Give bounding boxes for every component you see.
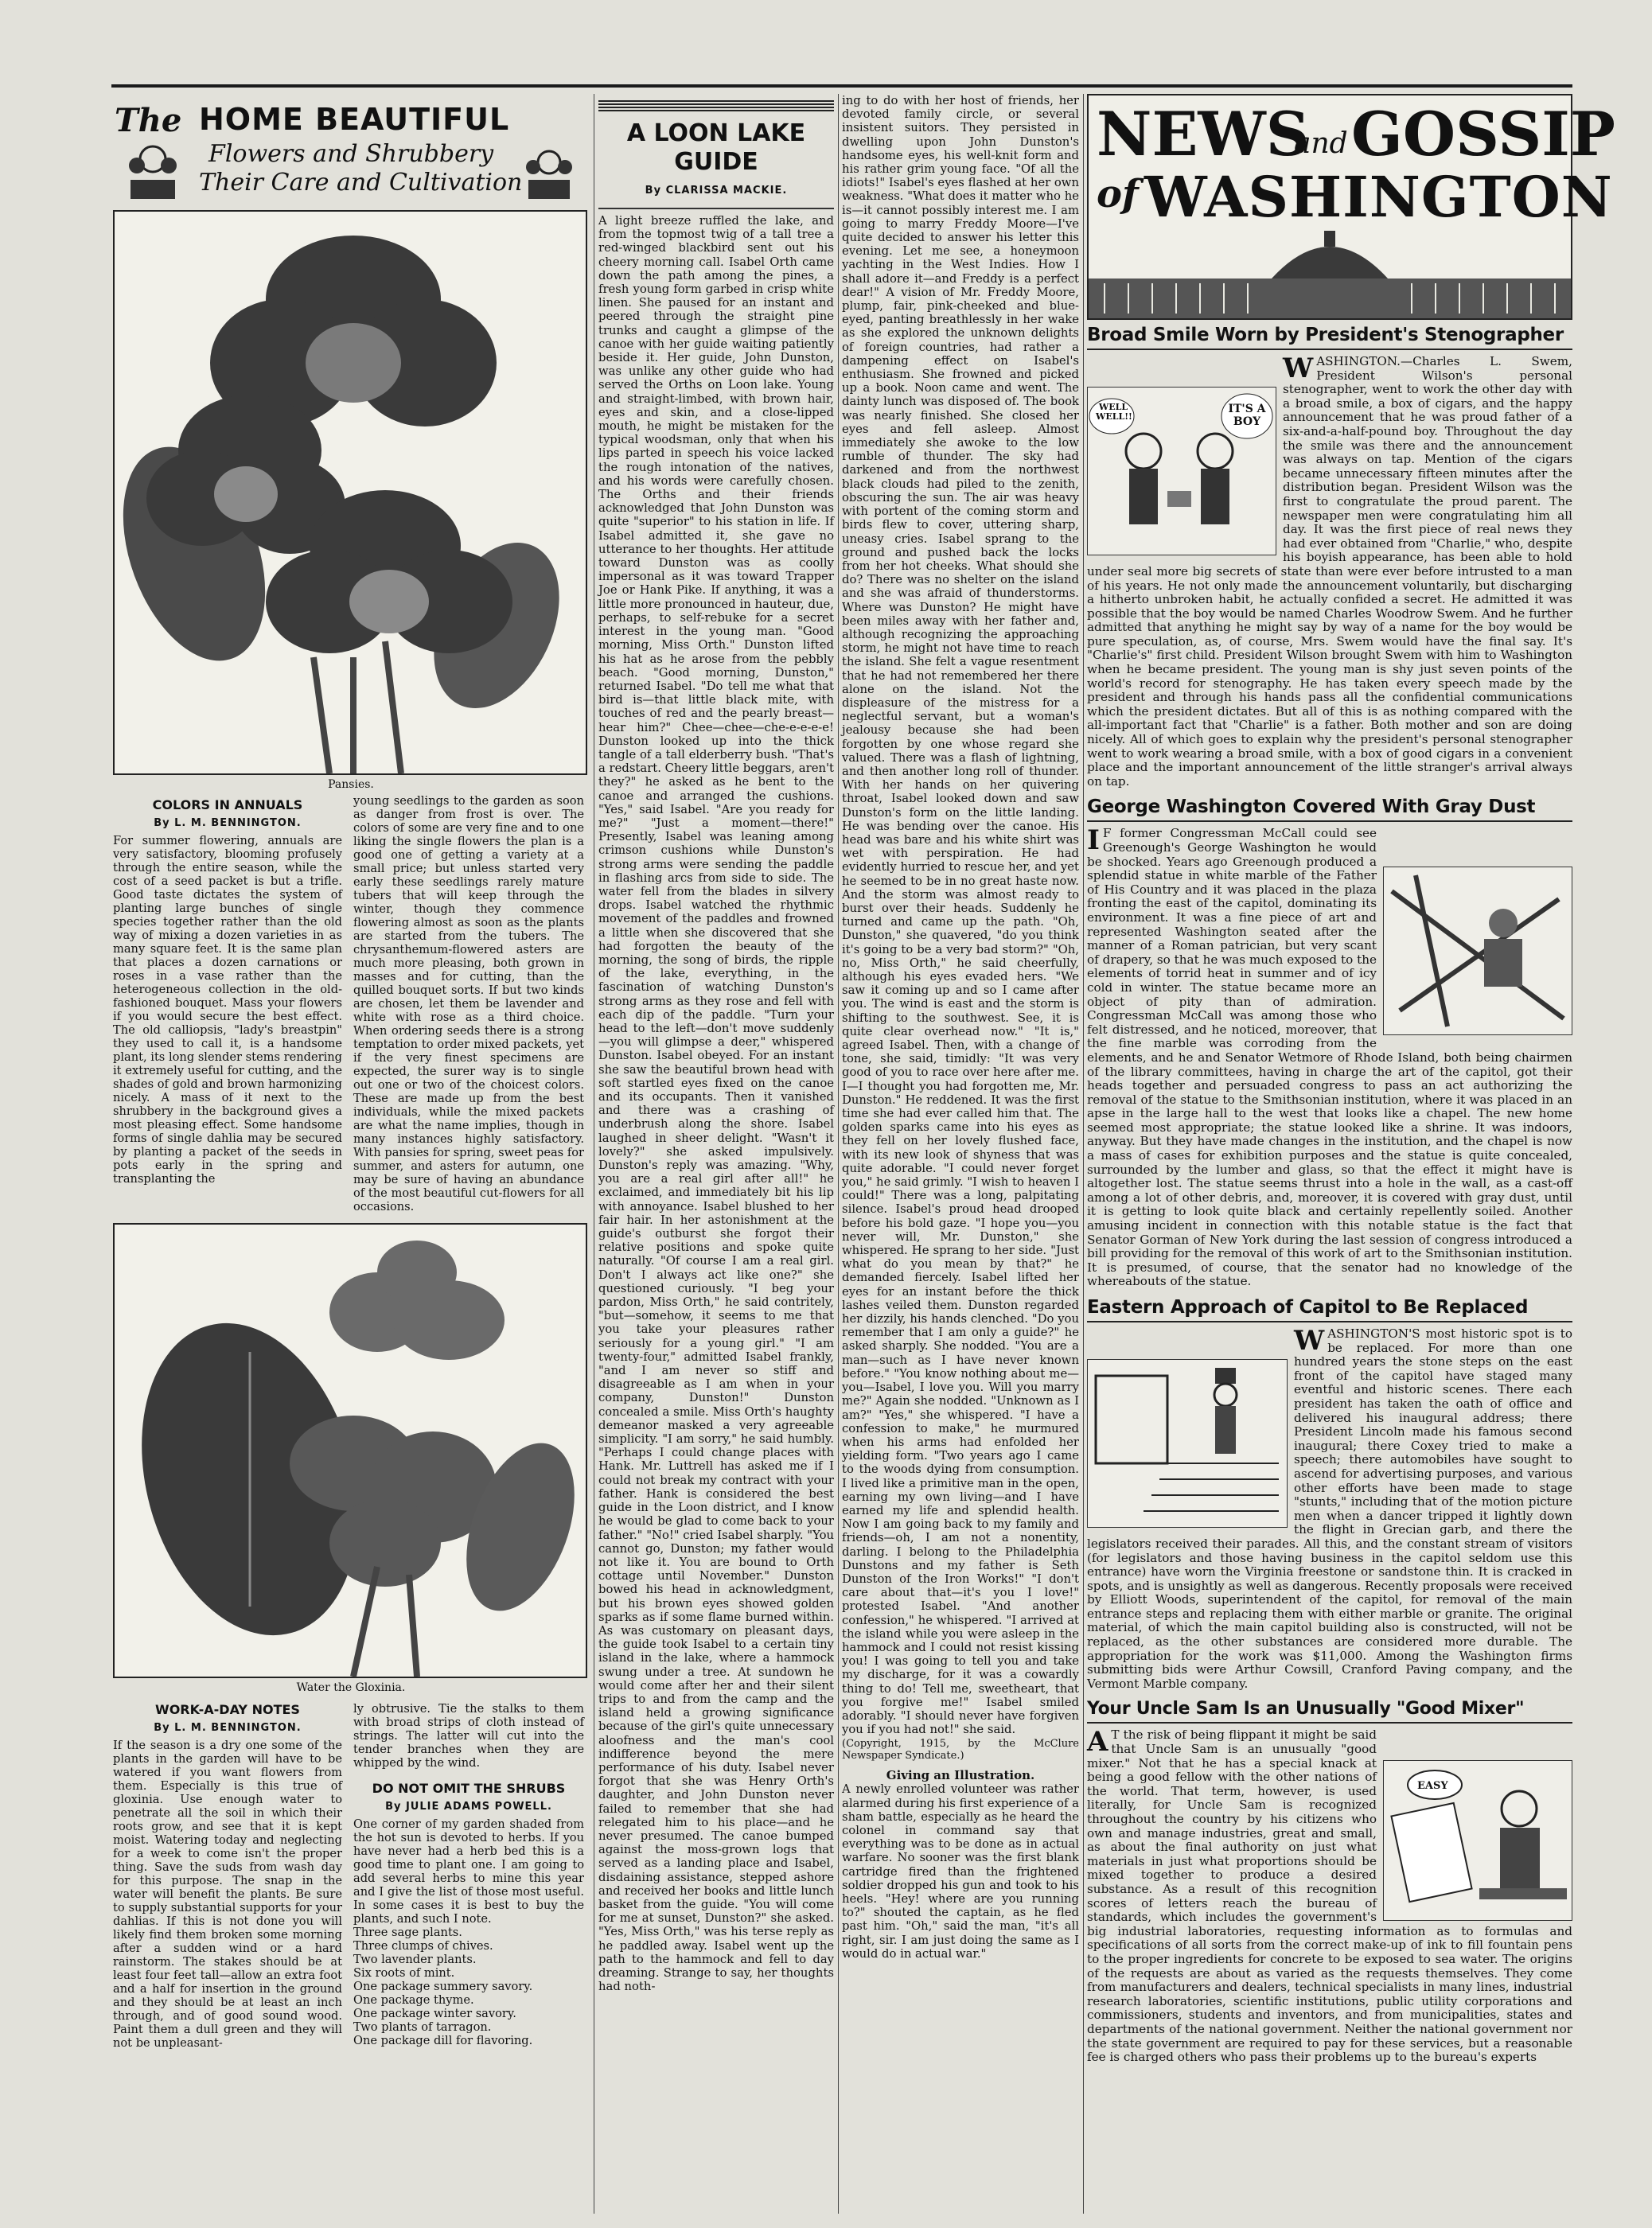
banner-washington: WASHINGTON: [1144, 164, 1613, 230]
easy-sign: EASY: [1417, 1780, 1448, 1793]
work-a-day-headline: WORK-A-DAY NOTES: [155, 1702, 300, 1717]
banner-gossip: GOSSIP: [1351, 99, 1615, 169]
list-item: Six roots of mint.: [353, 1966, 455, 1980]
capitol-article: [1087, 1327, 1572, 1691]
smile-text: ASHINGTON.—Charles L. Swem, President Wilson's personal stenographer, went to work the other day with a broad smile, a box of cigars, and the happy announcement that he was proud father of a six-and-a-half-pound boy. Throughout the day the smile was there and the announcement was always on tap. Mention of the cigars became unnecessary fifteen minutes after the distribution began. President Wilson was the first to congratulate the proud parent. The newspaper men were congratulating him all day. It was the first piece of real news they had ever obtained from "Charlie," who, despite his boyish appearance, has been able to hold under seal more big secrets of state than were ever before intrusted to a man of his years. He not only made the announcement voluntarily, but discharging a hitherto unbroken habit, he actually confided a secret. He admitted it was possible that the boy would be named Charles Woodrow Swem. And he further admitted that anything he might say by way of a name for the boy would be pure speculation, as, of course, Mrs. Swem would have the final say. It's "Charlie's" first child. President Wilson brought Swem with him to Washington when he became president. The young man is shy just seven points of the world's record for stenography. He has taken every speech made by the president and through his hands pass all the confidential communications which the president dictates. But all of this is as nothing compared with the all-important fact that "Charlie" is a father. Both mother and son are doing nicely. All of which goes to explain why the president's personal stenographer went to work wearing a broad smile, with a box of good cigars in a convenient place and the important announcement of the little stranger's arrival always on tap.: [1087, 354, 1572, 789]
banner-subtitle-2: Their Care and Cultivation: [199, 169, 523, 197]
loon-lake-text-1: A light breeze ruffled the lake, and from the topmost twig of a tall tree a red-winged blackbird sent out his cheery morning call. Isabel Orth came down the path among the pines, a fresh young form garbed in crisp white linen. She paused for an instant and peered through the straight pine trunks and caught a glimpse of the canoe with her guide waiting patiently beside it. Her guide, John Dunston, was unlike any other guide who had served the Orths on Loon lake. Young and straight-limbed, with brown hair, eyes and skin, and a close-lipped mouth, he might be mistaken for the typical woodsman, only that when his lips parted in speech his voice lacked the rough intonation of the natives, and his words were carefully chosen. The Orths and their friends acknowledged that John Dunston was quite "superior" to his station in life. If Isabel admitted it, she gave no utterance to her thoughts. Her attitude toward Dunston was as coolly impersonal as it was toward Trapper Joe or Hank Pike. If anything, it was a little more pronounced in hauteur, due, perhaps, to self-rebuke for a secret interest in the young man. "Good morning, Miss Orth." Dunston lifted his hat as he arose from the pebbly beach. "Good morning, Dunston," returned Isabel. "Do tell me what that bird is—that little black mite, with touches of red and the pearly breast—hear him?" Chee—chee—che-e-e-e-e! Dunston looked up into the thick tangle of a tall elderberry bush. "That's a redstart. Cheery little beggars, aren't they?" he asked as he bent to the canoe and arranged the cushions. "Yes," said Isabel. "Are you ready for me?" "Just a moment—there!" Presently, Isabel was leaning among crimson cushions while Dunston's strong arms were sending the paddle in flashing arcs from side to side. The water fell from the blades in silvery drops. Isabel watched the rhythmic movement of the paddles and frowned a little when she discovered that she had forgotten the beauty of the morning, the song of birds, the ripple of the lake, everything, in the fascination of watching Dunston's strong arms as they rose and fell with each dip of the paddle. "Turn your head to the left—don't move suddenly—you will glimpse a deer," whispered Dunston. Isabel obeyed. For an instant she saw the beautiful brown head with soft startled eyes fixed on the canoe and its occupants. Then it vanished and there was a crashing of underbrush along the shore. Isabel laughed in sheer delight. "Wasn't it lovely?" she asked impulsively. Dunston's reply was amazing. "Why, you are a real girl after all!" he exclaimed, and immediately bit his lip with annoyance. Isabel blushed to her fair hair. In her astonishment at the guide's outburst she forgot their relative positions and spoke quite naturally. "Of course I am a real girl. Don't I always act like one?" she questioned curiously. "I beg your pardon, Miss Orth," he said contritely, "but—somehow, it seems to me that you take your pleasures rather seriously for a young girl." "I am twenty-four," admitted Isabel frankly, "and I am never so stiff and disagreeable as I am when in your company, Dunston!" Dunston concealed a smile. Miss Orth's haughty demeanor masked a very agreeable simplicity. "I am sorry," he said humbly. "Perhaps I could change places with Hank. Mr. Luttrell has asked me if I could not break my contract with your father. Hank is considered the best guide in the Loon district, and I know he would be glad to come back to your father." "No!" cried Isabel sharply. "You cannot go, Dunston; my father would not like it. You are bound to Orth cottage until November." Dunston bowed his head in acknowledgment, but his brown eyes showed golden sparks as if some flame burned within. As was customary on pleasant days, the guide took Isabel to a certain tiny island in the lake, where a hammock swung under a tree. At sundown he would come after her and their silent trips to and from the camp and the island held a growing significance because of the girl's quite unnecessary aloofness and the man's cool indifference beyond the mere performance of his duty. Isabel never forgot that she was Henry Orth's daughter, and John Dunston never failed to remember that she had relegated him to his place—and he never presumed. The canoe bumped against the moss-grown logs that served as a landing place and Isabel, disdaining assistance, stepped ashore and received her books and little lunch basket from the guide. "You will come for me at sunset, Dunston?" she asked. "Yes, Miss Orth," was his terse reply as he paddled away. Isabel went up the path to the hammock and fell to day dreaming. Strange to say, her thoughts had noth-: [598, 214, 835, 1994]
list-item: Two lavender plants.: [353, 1953, 477, 1966]
flower-pot-icon: [511, 146, 587, 202]
list-item: One package winter savory.: [353, 2007, 516, 2020]
column-rule: [1083, 94, 1084, 2214]
banner-title: HOME BEAUTIFUL: [199, 102, 510, 137]
loon-lake-copyright: (Copyright, 1915, by the McClure Newspaper Syndicate.): [842, 1738, 1079, 1763]
banner-of: of: [1097, 172, 1139, 216]
pansies-illustration: [115, 212, 586, 773]
loon-lake-headline: A LOON LAKE GUIDE: [626, 119, 806, 176]
uncle-sam-mixer-icon: [1384, 1761, 1572, 1920]
colors-in-annuals-col1: [113, 794, 342, 1213]
news-gossip-section: [1087, 94, 1615, 2214]
colors-in-annuals-col2: [353, 794, 584, 1213]
smile-article: [1087, 355, 1572, 789]
list-item: One package thyme.: [353, 1993, 474, 2007]
illustration-headline: Giving an Illustration.: [886, 1768, 1035, 1783]
list-item: Two plants of tarragon.: [353, 2020, 492, 2034]
mixer-article: [1087, 1728, 1572, 2064]
top-rule: [111, 84, 1572, 88]
shrubs-byline: By JULIE ADAMS POWELL.: [385, 1801, 552, 1813]
list-item: Three sage plants.: [353, 1926, 462, 1939]
mixer-dropcap: A: [1087, 1726, 1108, 1759]
colors-in-annuals-byline: By L. M. BENNINGTON.: [154, 817, 302, 829]
colors-in-annuals-text-2: young seedlings to the garden as soon as danger from frost is over. The colors of some are very fine and to one liking the single flowers the plan is a good one of getting a variety at a small price; but unless started very early these seedlings rarely mature tubers that will keep through the winter, though they commence flowering almost as soon as the plants are started from the tubers. The chrysanthemum-flowered asters are much more pleasing, both grown in masses and for cutting, than the quilled bouquet sorts. If but two kinds are chosen, let them be lavender and white with rose as a third choice. When ordering seeds there is a strong temptation to order mixed packets, yet if the very finest specimens are expected, the surer way is to single out one or two of the choicest colors. These are made up from the best individuals, while the mixed packets are what the name implies, though in many instances highly satisfactory. With pansies for spring, sweet peas for summer, and asters for autumn, one may be sure of having an abundance of the most beautiful cut-flowers for all occasions.: [353, 794, 584, 1213]
speech-bubble-1: WELL WELL!!: [1096, 401, 1132, 422]
banner-subtitle-1: Flowers and Shrubbery: [208, 140, 494, 168]
capitol-steps-cartoon: [1087, 1359, 1288, 1528]
shrubs-text: One corner of my garden shaded from the hot sun is devoted to herbs. If you have never had a herb bed this is a good time to plant one. I am going to add several herbs to mine this year and I give the list of those most useful. In some cases it is best to buy the plants, and such I note.: [353, 1817, 584, 1926]
colors-in-annuals-headline: COLORS IN ANNUALS: [152, 797, 303, 812]
capitol-text: ASHINGTON'S most historic spot is to be replaced. For more than one hundred years the stone steps on the east front of the capitol have staged many eventful and historic scenes. There each president has taken the oath of office and delivered his inaugural address; there President Lincoln made his famous second inaugural; there Coxey tried to make a speech; there automobiles have sought to ascend for advertising purposes, and various other efforts have been made to stage "stunts," including that of the motion picture men when a dancer tripped it lightly down the flight in Grecian garb, and there the legislators received their parades. All this, and the constant stream of visitors (for legislators and those having business in the capitol seldom use this entrance) have worn the Virginia freestone or sandstone thin. It is cracked in spots, and is unsightly as well as dangerous. Recently proposals were received by Elliott Woods, superintendent of the capitol, for removal of the main entrance steps and replacing them with either marble or granite. The original material, of which the main capitol building also is constructed, will not be replaced, as the other substances are considered more durable. The appropriation for the work was $11,000. Among the Washington firms submitting bids were Arthur Cowsill, Cranford Paving company, and the Vermont Marble company.: [1087, 1326, 1572, 1691]
mixer-headline: Your Uncle Sam Is an Unusually "Good Mixer": [1087, 1699, 1572, 1724]
dust-article: [1087, 824, 1572, 1289]
loon-lake-col-1: [598, 94, 834, 2214]
home-beautiful-section: [113, 94, 589, 2214]
smile-cartoon: [1087, 387, 1276, 555]
work-a-day-byline: By L. M. BENNINGTON.: [154, 1722, 302, 1734]
capitol-headline: Eastern Approach of Capitol to Be Replaced: [1087, 1297, 1572, 1322]
capitol-dropcap: W: [1294, 1325, 1325, 1357]
statue-icon: [1384, 867, 1572, 1034]
pansies-caption: Pansies.: [328, 778, 374, 791]
loon-lake-col-2: [842, 94, 1079, 2214]
banner-news: NEWS: [1097, 99, 1310, 169]
shrubs-headline: DO NOT OMIT THE SHRUBS: [372, 1781, 566, 1796]
colors-in-annuals-text-1: For summer flowering, annuals are very satisfactory, blooming profusely through the entire season, while the cost of a seed packet is but a trifle. Good taste dictates the system of planting large bunches of single species together rather than the old way of mixing a dozen varieties in as many square feet. It is the same plan that places a dozen carnations or roses in a vase rather than the heterogeneous collection in the old-fashioned bouquet. Mass your flowers if you would secure the best effect. The old calliopsis, "lady's breastpin" they used to call it, is a handsome plant, its long slender stems rendering it extremely useful for cutting, and the shades of gold and brown harmonizing nicely. A mass of it next to the shrubbery in the background gives a most pleasing effect. Some handsome forms of single dahlia may be secured by planting a packet of the seeds in pots early in the spring and transplanting the: [113, 834, 342, 1186]
herb-list: [353, 1926, 584, 2047]
gloxinia-caption: Water the Gloxinia.: [296, 1681, 406, 1694]
dust-headline: George Washington Covered With Gray Dust: [1087, 797, 1572, 822]
news-gossip-banner: [1087, 94, 1615, 320]
illustration-text: A newly enrolled volunteer was rather alarmed during his first experience of a sham battle, especially as he heard the colonel in command say that everything was to be done as in actual warfare. No sooner was the first blank cartridge fired than the frightened soldier dropped his gun and took to his heels. "Hey! where are you running to?" shouted the captain, as he fled past him. "Oh," said the man, "it's all right, sir. I am just doing the same as I would do in actual war.": [842, 1782, 1079, 1961]
ornament-rule: [598, 100, 834, 111]
statue-illustration: [1383, 867, 1572, 1035]
loon-lake-byline: By CLARISSA MACKIE.: [645, 185, 788, 197]
banner-the: The: [115, 102, 182, 139]
mixer-text: T the risk of being flippant it might be said that Uncle Sam is an unusually "good mixer." Not that he has a special knack at being a good fellow with the other nations of the world. That term, however, is used literally, for Uncle Sam is recognized throughout the country by his citizens who own and manage industries, great and small, as about the final authority on just what materials in just what proportions should be mixed together to produce a desired substance. As a result of this recognition scores of letters reach the bureau of standards, which includes the government's big industrial laboratories, requesting information as to formulas and specifications of all sorts from the correct make-up of ink to fill fountain pens to the proper ingredients for concrete to be exposed to sea water. The origins of the requests are about as varied as the requests themselves. They come from manufacturers and dealers, technical specialists in many lines, industrial research laboratories, scientific institutions, public utility corporations and commissioners, students and inventors, and from municipalities, states and departments of the national government. Neither the national government nor the state government are required to pay for these services, but a reasonable fee is charged others who pass their problems up to the bureau's experts: [1087, 1727, 1572, 2065]
pansies-image: [113, 210, 587, 775]
dust-text: F former Congressman McCall could see Greenough's George Washington he would be shocked. Years ago Greenough produced a splendid statue in white marble of the Father of His Country and it was placed in the plaza fronting the east of the capitol, dominating its environment. It was a fine piece of art and represented Washington seated after the manner of a Roman patrician, but very scant of drapery, so that he was much exposed to the elements of torrid heat in summer and of icy cold in winter. The statue became more an object of pity than of admiration. Congressman McCall was among those who felt distressed, and he noticed, moreover, that the fine marble was corroding from the elements, and he and Senator Wetmore of Rhode Island, both being chairmen of the library committees, having in charge the art of the capitol, got their heads together and persuaded congress to pass an act authorizing the removal of the statue to the Smithsonian institution, where it was placed in an apse in the large hall to the west that looks like a chapel. The new home seemed most appropriate; the statue looked like a shrine. It was indoors, anyway. But they have made changes in the institution, and the chapel is now a mass of cases for exhibition purposes and the statue is quite concealed, surrounded by the lumber and glass, so that the effect it might have is altogether lost. The statue seems thrust into a hole in the wall, as a cast-off among a lot of other debris, and, moreover, it is covered with gray dust, until it is getting to look quite black and certainly repellently soiled. Another amusing incident in connection with this notable statue is the fact that Senator Gorman of New York during the last session of congress introduced a bill providing for the removal of this work of art to the Smithsonian institution. It is presumed, of course, that the senator had no knowledge of the whereabouts of the statue.: [1087, 826, 1572, 1289]
speech-bubble-2: IT'S A BOY: [1228, 402, 1266, 428]
list-item: Three clumps of chives.: [353, 1939, 493, 1953]
loon-lake-text-2: ing to do with her host of friends, her devoted family circle, or several insistent suitors. They persisted in dwelling upon John Dunston's handsome eyes, his well-knit form and his rather grim young face. "Of all the idiots!" Isabel's eyes flashed at her own weakness. "What does it matter who he is—it cannot possibly interest me. I am going to marry Freddy Moore—I've quite decided to answer his letter this evening. Let me see, a honeymoon yachting in the West Indies. How I shall adore it—and Freddy is a perfect dear!" A vision of Mr. Freddy Moore, plump, fair, pink-cheeked and blue-eyed, panting breathlessly in her wake as she explored the unknown delights of foreign countries, had rather a dampening effect on Isabel's enthusiasm. She frowned and picked up a book. Noon came and went. The dainty lunch was disposed of. The book was nearly finished. She closed her eyes and fell asleep. Almost immediately she awoke to the low rumble of thunder. The sky had darkened and from the northwest black clouds had piled to the zenith, obscuring the sun. The air was heavy with portent of the coming storm and birds flew to cover, uttering sharp, uneasy cries. Isabel sprang to the ground and pushed back the locks from her hot cheeks. What should she do? There was no shelter on the island and she was afraid of thunderstorms. Where was Dunston? He might have been miles away with her father and, although recognizing the approaching storm, he might not have time to reach the island. She felt a vague resentment that he had not remembered her there alone on the island. Not the displeasure of the mistress for a neglectful servant, but a woman's jealousy because she had been forgotten by one whose regard she valued. There was a flash of lightning, and then another long roll of thunder. With her hands on her quivering throat, Isabel looked down and saw Dunston's form on the little landing. He was bending over the canoe. His head was bare and his white shirt was wet with perspiration. He had evidently hurried to rescue her, and yet he seemed to be in no great haste now. And the storm was almost ready to burst over their heads. Suddenly he turned and came up the path. "Oh, Dunston," she quavered, "do you think it's going to be a very bad storm?" "Oh, no, Miss Orth," he said cheerfully, although his eyes evaded hers. "We saw it coming up and so I came after you. The wind is east and the storm is shifting to the southwest. See, it is quite clear overhead now." "It is," agreed Isabel. Then, with a change of tone, she said, timidly: "It was very good of you to race over here after me. I—I thought you had forgotten me, Mr. Dunston." He reddened. It was the first time she had ever called him that. The golden sparks came into his eyes as they fell on her lovely flushed face, with its new look of shyness that was quite adorable. "I could never forget you," he said grimly. "I wish to heaven I could!" There was a long, palpitating silence. Isabel's proud head drooped before his bold gaze. "I hope you—you never will, Mr. Dunston," she whispered. He sprang to her side. "Just what do you mean by that?" he demanded fiercely. Isabel lifted her eyes for an instant before the thick lashes veiled them. Dunston regarded her dizzily, his hands clenched. "Do you remember that I am only a guide?" he asked sharply. She nodded. "You are a man—such as I have never known before." "You know nothing about me—you—Isabel, I love you. Will you marry me?" Again she nodded. "Unknown as I am?" "Yes," she whispered. "I have a confession to make," he murmured when his arms had enfolded her yielding form. "Two years ago I came to the woods dying from consumption. I lived like a primitive man in the open, earning my own living—and I have earned my life and splendid health. Now I am going back to my family and friends—oh, I am not a nonentity, darling. I belong to the Philadelphia Dunstons and my father is Seth Dunston of the Iron Works!" "I don't care about that—it's you I love!" protested Isabel. "And another confession," he whispered. "I arrived at the island while you were asleep in the hammock and I could not resist kissing you! I was going to tell you and take my discharge, for it was a cowardly thing to do! Tell me, sweetheart, that you forgive me!" Isabel smiled adorably. "I should never have forgiven you if you had not!" she said.: [842, 94, 1079, 1737]
smile-dropcap: W: [1283, 353, 1314, 384]
dust-dropcap: I: [1087, 824, 1100, 857]
list-item: One package summery savory.: [353, 1980, 533, 1993]
list-item: One package dill for flavoring.: [353, 2034, 533, 2047]
smile-headline: Broad Smile Worn by President's Stenographer: [1087, 325, 1572, 350]
banner-and: and: [1294, 127, 1348, 160]
work-a-day-col: [113, 1697, 342, 2050]
mixer-cartoon: [1383, 1760, 1572, 1921]
column-rule: [838, 94, 839, 2214]
capitol-building-icon: [1089, 231, 1571, 318]
uncle-sam-steps-icon: [1088, 1360, 1287, 1527]
flower-pot-icon: [113, 142, 193, 202]
home-beautiful-banner: [113, 94, 589, 205]
work-a-day-text-1: If the season is a dry one some of the plants in the garden will have to be watered if you want flowers from them. Especially is this true of gloxinia. Use enough water to penetrate all the soil in which their roots grow, and see that it is kept moist. Watering today and neglecting for a week to come isn't the proper thing. Save the suds from wash day for this purpose. The snap in the water will benefit the plants. Be sure to supply substantial supports for your dahlias. If this is not done you will likely find them broken some morning after a sudden wind or a hard rainstorm. The stakes should be at least four feet tall—allow an extra foot and a half for insertion in the ground and they should be at least an inch through, and of good sound wood. Paint them a dull green and they will not be unpleasant-: [113, 1739, 342, 2050]
gloxinia-illustration: [115, 1225, 586, 1677]
work-a-day-text-2: ly obtrusive. Tie the stalks to them with broad strips of cloth instead of strings. The latter will cut into the tender branches when they are whipped by the wind.: [353, 1702, 584, 1770]
gloxinia-image: [113, 1223, 587, 1678]
shrubs-col: [353, 1697, 584, 2050]
divider: [598, 208, 834, 209]
